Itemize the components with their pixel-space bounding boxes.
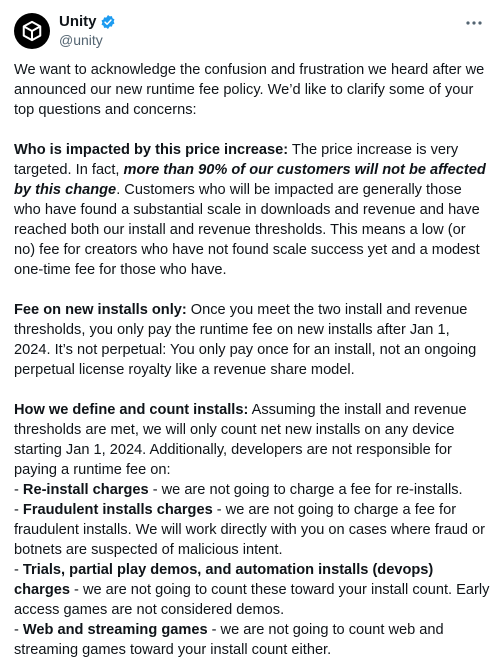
list-item: - Web and streaming games - we are not going to count web and streaming games toward your install count either.: [14, 622, 444, 658]
list-item: - Fraudulent installs charges - we are not going to charge a fee for fraudulent installs. We will work directly with you on cases where fraud or botnets are suspected of malicious intent.: [14, 502, 485, 558]
emphasis-text: more than 90% of our customers will not be affected by this change: [14, 162, 486, 198]
section-who-impacted: Who is impacted by this price increase: The price increase is very targeted. In fact, more than 90% of our customers will not be affected by this change. Customers who will be impacted are generally those who have found a substantial scale in downloads and revenue and have reached both our install and revenue thresholds. This means a low (or no) fee for creators who have not found scale success yet and a modest one-time fee for those who have.: [14, 142, 486, 278]
section-heading: How we define and count installs:: [14, 402, 249, 418]
section-heading: Who is impacted by this price increase:: [14, 142, 289, 158]
unity-logo-icon[interactable]: [14, 13, 50, 49]
more-options-icon[interactable]: [462, 14, 486, 32]
account-names: [59, 12, 116, 48]
display-name[interactable]: Unity: [59, 13, 97, 30]
section-count-installs: How we define and count installs: Assuming the install and revenue thresholds are met, we will only count net new installs on any device starting Jan 1, 2024. Additionally, developers are not responsible for paying a runtime fee on:: [14, 402, 467, 478]
section-fee-new-installs: Fee on new installs only: Once you meet the two install and revenue thresholds, you only pay the runtime fee on new installs after Jan 1, 2024. It’s not perpetual: You only pay once for an install, not an ongoing perpetual license royalty like a revenue share model.: [14, 302, 477, 378]
intro-paragraph: We want to acknowledge the confusion and frustration we heard after we announced our new runtime fee policy. We’d like to clarify some of your top questions and concerns:: [14, 62, 485, 118]
verified-badge-icon: [100, 14, 116, 30]
section-heading: Fee on new installs only:: [14, 302, 187, 318]
account-handle[interactable]: @unity: [59, 32, 103, 48]
tweet-header: [14, 12, 488, 48]
list-item: - Trials, partial play demos, and automation installs (devops) charges - we are not going to count these toward your install count. Early access games are not considered demos.: [14, 562, 490, 618]
list-item: - Re-install charges - we are not going to charge a fee for re-installs.: [14, 482, 463, 498]
tweet-body: [14, 60, 490, 660]
